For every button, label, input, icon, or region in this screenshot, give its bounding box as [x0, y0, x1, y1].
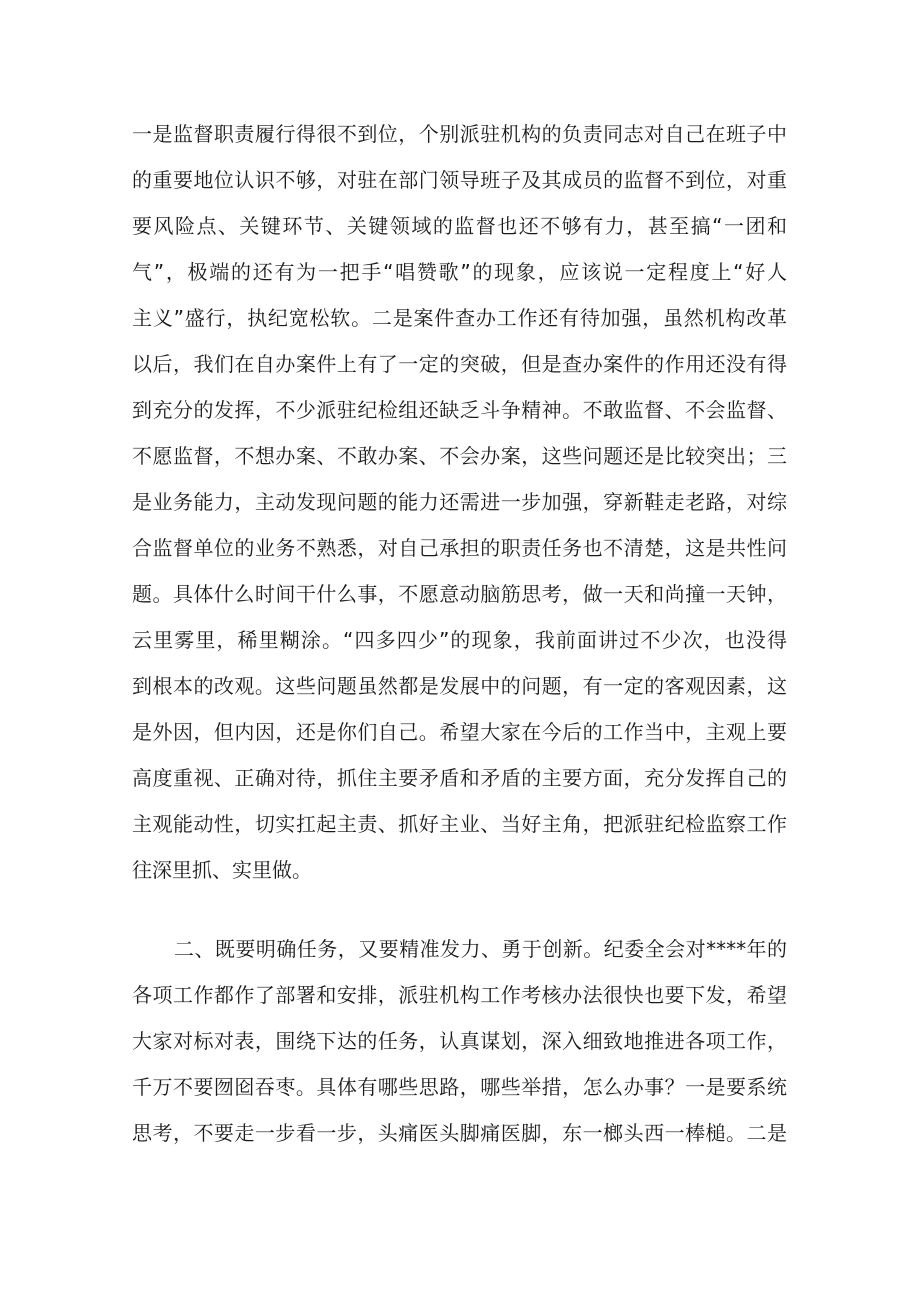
- text-line: 到充分的发挥，不少派驻纪检组还缺乏斗争精神。不敢监督、不会监督、: [132, 398, 787, 422]
- text-line: 的重要地位认识不够，对驻在部门领导班子及其成员的监督不到位，对重: [132, 168, 787, 192]
- text-line: 一是监督职责履行得很不到位，个别派驻机构的负责同志对自己在班子中: [132, 122, 787, 146]
- text-line: 不愿监督，不想办案、不敢办案、不会办案，这些问题还是比较突出；三: [132, 444, 787, 468]
- text-line: 气”，极端的还有为一把手“唱赞歌”的现象，应该说一定程度上“好人: [132, 260, 787, 284]
- text-line: 是业务能力，主动发现问题的能力还需进一步加强，穿新鞋走老路，对综: [132, 490, 787, 514]
- text-line: 主观能动性，切实扛起主责、抓好主业、当好主角，把派驻纪检监察工作: [132, 812, 787, 836]
- text-line: 云里雾里，稀里糊涂。“四多四少”的现象，我前面讲过不少次，也没得: [132, 628, 787, 652]
- text-line: 合监督单位的业务不熟悉，对自己承担的职责任务也不清楚，这是共性问: [132, 536, 787, 560]
- text-line: 题。具体什么时间干什么事，不愿意动脑筋思考，做一天和尚撞一天钟，: [132, 582, 787, 606]
- text-line: 千万不要囫囵吞枣。具体有哪些思路，哪些举措，怎么办事？一是要系统: [132, 1075, 787, 1099]
- text-line: 到根本的改观。这些问题虽然都是发展中的问题，有一定的客观因素，这: [132, 674, 787, 698]
- text-line: 往深里抓、实里做。: [132, 858, 312, 882]
- text-line: 主义”盛行，执纪宽松软。二是案件查办工作还有待加强，虽然机构改革: [132, 306, 787, 330]
- text-line: 各项工作都作了部署和安排，派驻机构工作考核办法很快也要下发，希望: [132, 983, 787, 1007]
- text-line: 要风险点、关键环节、关键领域的监督也还不够有力，甚至搞“一团和: [132, 214, 787, 238]
- text-line: 二、既要明确任务，又要精准发力、勇于创新。纪委全会对****年的: [174, 937, 787, 961]
- text-line: 高度重视、正确对待，抓住主要矛盾和矛盾的主要方面，充分发挥自己的: [132, 766, 787, 790]
- text-line: 是外因，但内因，还是你们自己。希望大家在今后的工作当中，主观上要: [132, 720, 787, 744]
- text-line: 大家对标对表，围绕下达的任务，认真谋划，深入细致地推进各项工作，: [132, 1029, 787, 1053]
- text-line: 思考，不要走一步看一步，头痛医头脚痛医脚，东一榔头西一棒槌。二是: [132, 1121, 787, 1145]
- text-line: 以后，我们在自办案件上有了一定的突破，但是查办案件的作用还没有得: [132, 352, 787, 376]
